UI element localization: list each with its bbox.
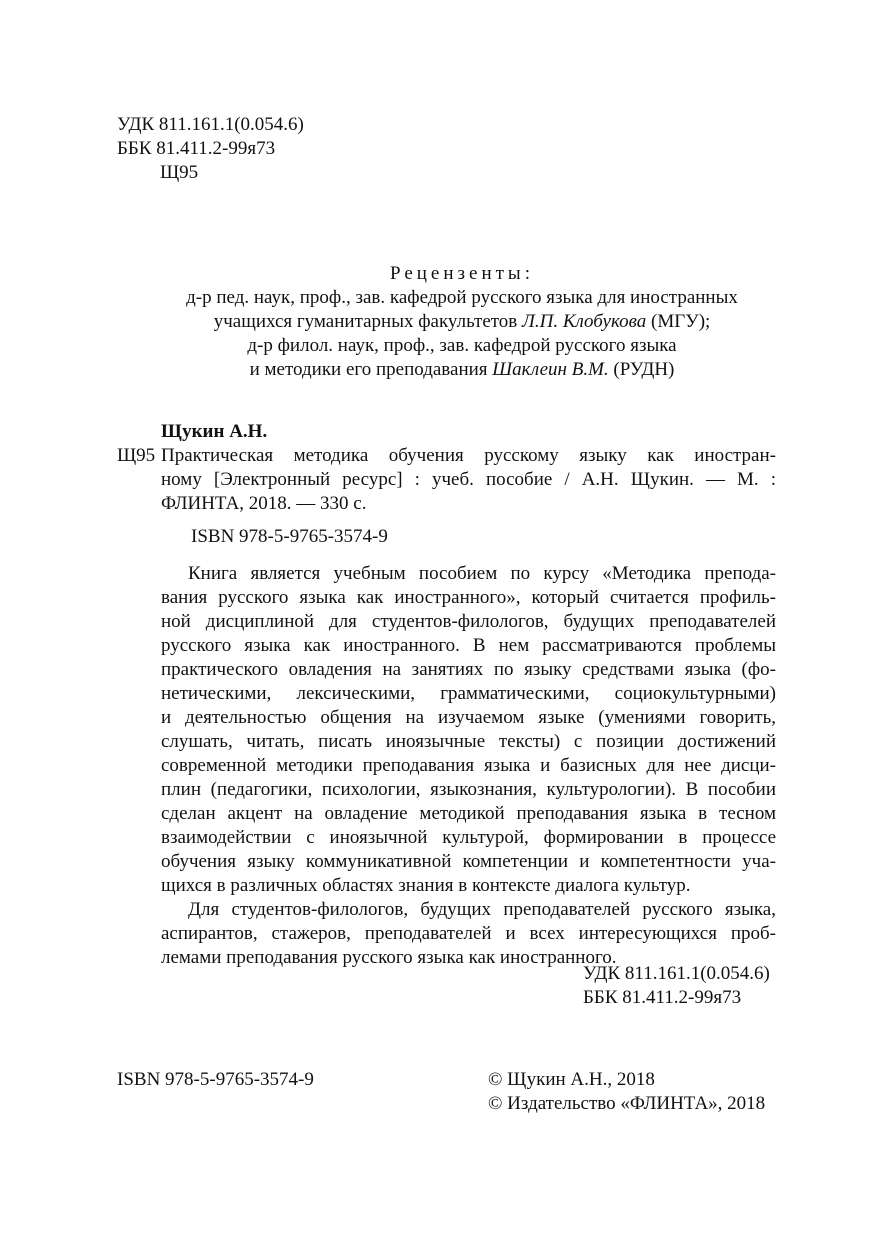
entry-description-line: ному [Электронный ресурс] : учеб. пособие / А.Н. Щукин. — М. : xyxy=(161,469,776,490)
author-sign: Щ95 xyxy=(160,162,199,183)
copyright-publisher: © Издательство «ФЛИНТА», 2018 xyxy=(488,1093,766,1114)
annotation-line: и деятельностью общения на изучаемом языке (умениями говорить, xyxy=(161,707,776,728)
entry-description-line: ФЛИНТА, 2018. — 330 с. xyxy=(161,493,367,514)
reviewer-2-line-2 xyxy=(150,358,774,382)
annotation-line: Для студентов-филологов, будущих преподавателей русского языка, xyxy=(188,899,776,920)
annotation-line: лемами преподавания русского языка как иностранного. xyxy=(161,947,617,968)
annotation-line: слушать, читать, писать иноязычные тексты) с позиции достижений xyxy=(161,731,776,752)
annotation-line: сделан акцент на овладение методикой преподавания языка в тесном xyxy=(161,803,776,824)
entry-description-line: Практическая методика обучения русскому языку как иностран- xyxy=(161,445,776,466)
annotation-line: современной методики преподавания языка и базисных для нее дисци- xyxy=(161,755,776,776)
reviewer-1-name: Л.П. Клобукова xyxy=(522,311,647,332)
reviewer-2-affiliation: и методики его преподавания xyxy=(249,359,488,380)
copyright-author: © Щукин А.Н., 2018 xyxy=(488,1069,655,1090)
copyright-block xyxy=(488,1068,765,1116)
entry-author: Щукин А.Н. xyxy=(161,421,268,442)
udk-code-right: УДК 811.161.1(0.054.6) xyxy=(583,963,770,984)
annotation xyxy=(161,562,776,970)
annotation-line: Книга является учебным пособием по курсу «Методика препода- xyxy=(188,563,776,584)
annotation-line: щихся в различных областях знания в контексте диалога культур. xyxy=(161,875,691,896)
annotation-line: нетическими, лексическими, грамматическими, социокультурными) xyxy=(161,683,776,704)
entry-sign: Щ95 xyxy=(117,445,156,466)
reviewer-1-line-2 xyxy=(150,310,774,334)
annotation-paragraph-2 xyxy=(161,898,776,970)
bbk-code: ББК 81.411.2-99я73 xyxy=(117,138,276,159)
reviewer-2-org: (РУДН) xyxy=(613,359,675,380)
classification-right xyxy=(583,962,770,1010)
reviewers-block xyxy=(150,262,774,382)
reviewers-heading: Рецензенты: xyxy=(390,263,534,284)
annotation-line: аспирантов, стажеров, преподавателей и всех интересующихся проб- xyxy=(161,923,776,944)
annotation-line: плин (педагогики, психологии, языкознания, культурологии). В пособии xyxy=(161,779,776,800)
annotation-line: вания русского языка как иностранного», который считается профиль- xyxy=(161,587,776,608)
reviewer-2-line-1: д-р филол. наук, проф., зав. кафедрой русского языка xyxy=(247,335,677,356)
entry-isbn: ISBN 978-5-9765-3574-9 xyxy=(191,526,388,547)
annotation-line: русского языка как иностранного. В нем рассматриваются проблемы xyxy=(161,635,776,656)
bibliographic-entry xyxy=(117,444,776,516)
reviewer-1-line-1: д-р пед. наук, проф., зав. кафедрой русского языка для иностранных xyxy=(186,287,738,308)
footer-isbn: ISBN 978-5-9765-3574-9 xyxy=(117,1069,314,1090)
entry-description xyxy=(161,444,776,516)
reviewer-1-org: (МГУ); xyxy=(651,311,711,332)
reviewer-2-name: Шаклеин В.М. xyxy=(492,359,609,380)
annotation-line: ной дисциплиной для студентов-филологов, будущих преподавателей xyxy=(161,611,776,632)
annotation-line: взаимодействии с иноязычной культурой, формировании в процессе xyxy=(161,827,776,848)
annotation-line: обучения языку коммуникативной компетенции и компетентности уча- xyxy=(161,851,776,872)
classification-block xyxy=(117,113,304,185)
reviewer-1-affiliation: учащихся гуманитарных факультетов xyxy=(213,311,518,332)
bbk-code-right: ББК 81.411.2-99я73 xyxy=(583,987,742,1008)
annotation-line: практического овладения на занятиях по языку средствами языка (фо- xyxy=(161,659,776,680)
udk-code: УДК 811.161.1(0.054.6) xyxy=(117,114,304,135)
annotation-paragraph-1 xyxy=(161,562,776,898)
